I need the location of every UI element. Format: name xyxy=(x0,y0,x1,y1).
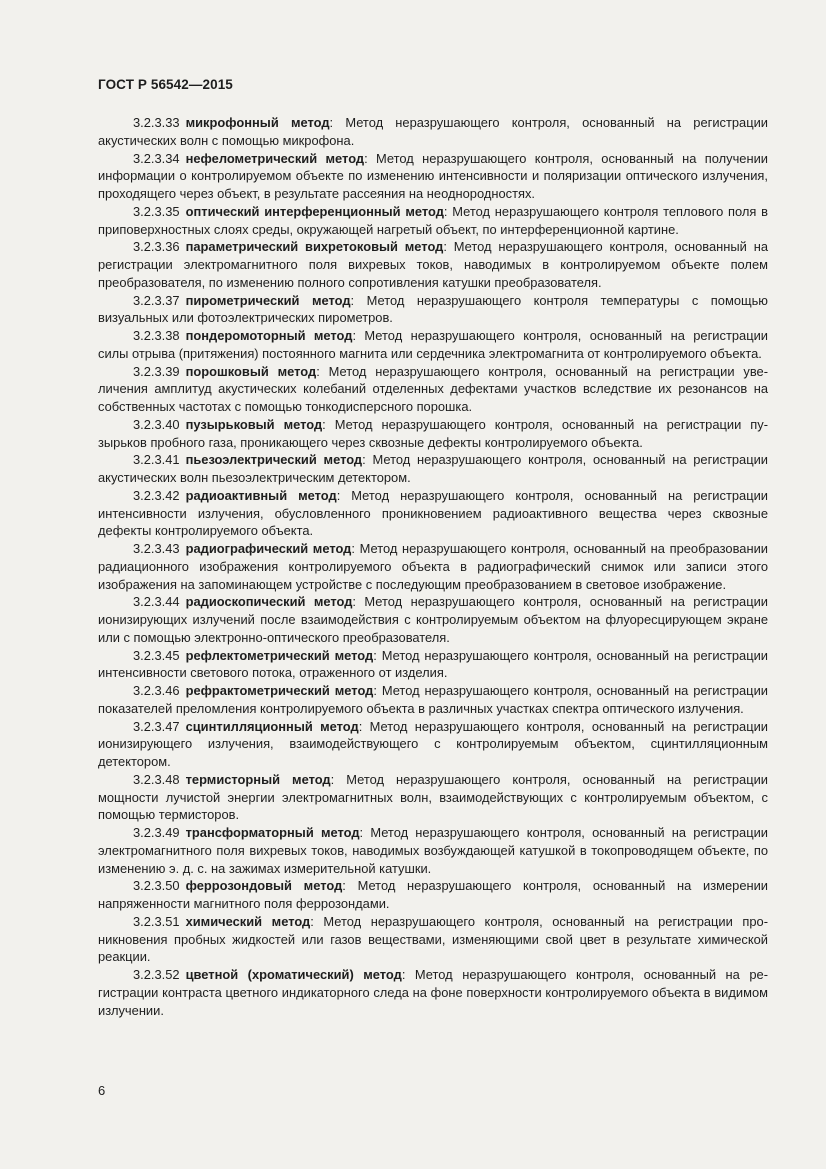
term-definition: Метод неразрушающего контроля, основанный на регистрации интенсивности светового потока, отраженного от изделия. xyxy=(98,647,768,681)
term-entry: 3.2.3.36 параметрический вихретоковый метод: Метод неразрушающего контроля, основанный на регистрации электромагнитного поля вихревых токов, наводимых в контролируемом объекте полем преобразователя, по изменению полного сопротивления катушки преобразователя. xyxy=(98,239,769,290)
term-definition: Метод неразрушающего контроля, основанный на регистрации электромагнитного поля вихревых токов, наводимых возбуждающей катушкой в токопроводящем объекте, по изменению э. д. с. на зажимах измерительной катушки. xyxy=(98,825,768,876)
term-definition: Метод неразрушающего контроля, основанный на регистрации контраста цветного индикаторного следа на фоне поверхности контролируемого объекта в видимом излучении. xyxy=(98,967,768,1018)
term-entry: 3.2.3.50 феррозондовый метод: Метод неразрушающего контроля, основанный на измерении напряженности магнитного поля феррозондами. xyxy=(98,878,769,911)
term-definition: Метод неразрушающего контроля теплового поля в приповерхностных слоях среды, окружающей нагретый объект, по интерференционной картине. xyxy=(98,203,768,237)
term-number: 3.2.3.40 xyxy=(133,416,180,432)
term-entry: 3.2.3.45 рефлектометрический метод: Метод неразрушающего контроля, основанный на регистрации интенсивности светового потока, отраженного от изделия. xyxy=(98,647,768,681)
term-entry: 3.2.3.33 микрофонный метод: Метод неразрушающего контроля, основанный на регистрации акустических волн с помощью микрофона. xyxy=(98,115,768,148)
term-definition: Метод неразрушающего контроля, основанный на регистрации ионизирующего излучения, взаимодействующего с контролируемым объектом, сцинтилляционным детектором. xyxy=(98,718,768,769)
term-entry: 3.2.3.46 рефрактометрический метод: Метод неразрушающего контроля, основанный на регистрации показателей преломления контролируемого объекта в различных участках спектра оптического излучения. xyxy=(98,683,768,716)
term-number: 3.2.3.49 xyxy=(133,825,180,840)
term-number: 3.2.3.46 xyxy=(133,683,180,698)
term-entry: 3.2.3.49 трансформаторный метод: Метод неразрушающего контроля, основанный на регистрации электромагнитного поля вихревых токов, наводимых возбуждающей катушкой в токопроводящем объекте, по изменению э. д. с. на зажимах измерительной катушки. xyxy=(98,825,768,876)
term-number: 3.2.3.47 xyxy=(133,718,180,734)
term-name: пирометрический метод xyxy=(185,292,351,308)
term-name: трансформаторный метод xyxy=(185,825,360,840)
term-name: цветной (хроматический) метод xyxy=(185,967,402,982)
term-definition: Метод неразрушающего контроля, основанный на регистрации проникновения пробных жидкостей или газов веществами, изменяющими свой цвет в результате химической реакции. xyxy=(98,913,769,965)
term-definition: Метод неразрушающего контроля, основанный на регистрации акустических волн с помощью микрофона. xyxy=(98,115,768,148)
term-number: 3.2.3.52 xyxy=(133,967,180,982)
term-name: параметрический вихретоковый метод xyxy=(185,239,444,255)
term-entry: 3.2.3.38 пондеромоторный метод: Метод неразрушающего контроля, основанный на регистрации силы отрыва (притяжения) постоянного магнита или сердечника электромагнита от контролируемого объекта. xyxy=(98,328,768,361)
term-number: 3.2.3.39 xyxy=(133,363,180,379)
term-definition: Метод неразрушающего контроля, основанный на регистрации мощности лучистой энергии электромагнитных волн, взаимодействующих с контролируемым объектом, с помощью термисторов. xyxy=(98,771,768,823)
term-definition: Метод неразрушающего контроля, основанный на измерении напряженности магнитного поля феррозондами. xyxy=(98,878,769,911)
term-name: рефлектометрический метод xyxy=(185,647,374,663)
term-number: 3.2.3.45 xyxy=(133,647,180,663)
term-name: пузырьковый метод xyxy=(185,416,323,432)
term-name: пьезоэлектрический метод xyxy=(185,452,363,468)
term-definition: Метод неразрушающего контроля, основанный на получении информации о контролируемом объекте по изменению интенсивности и поляризации оптического излучения, проходящего через объект, в результате рассеяния на неоднородностях. xyxy=(98,150,769,201)
term-entry: 3.2.3.43 радиографический метод: Метод неразрушающего контроля, основанный на преобразовании радиационного изображения контролируемого объекта в радиографический снимок или записи этого изображения на запоминающем устройстве с последующим преобразованием в световое изображение. xyxy=(98,541,768,592)
term-number: 3.2.3.38 xyxy=(133,328,180,343)
term-name: радиоактивный метод xyxy=(185,487,337,503)
term-name: термисторный метод xyxy=(185,771,331,787)
term-name: радиоскопический метод xyxy=(185,594,353,610)
term-entry: 3.2.3.37 пирометрический метод: Метод неразрушающего контроля температуры с помощью визуальных или фотоэлектрических пирометров. xyxy=(98,292,768,326)
term-name: порошковый метод xyxy=(185,363,317,379)
term-definition: Метод неразрушающего контроля, основанный на регистрации силы отрыва (притяжения) постоянного магнита или сердечника электромагнита от контролируемого объекта. xyxy=(98,328,768,361)
term-name: микрофонный метод xyxy=(185,115,330,130)
terms-list xyxy=(98,114,768,1019)
term-number: 3.2.3.35 xyxy=(133,203,180,219)
term-number: 3.2.3.50 xyxy=(133,878,180,894)
page-number: 6 xyxy=(98,1083,106,1098)
term-entry: 3.2.3.39 порошковый метод: Метод неразрушающего контроля, основанный на регистрации увеличения амплитуд акустических колебаний отделенных дефектами участков вследствие их резонансов на собственных частотах с помощью тонкодисперсного порошка. xyxy=(98,363,768,414)
term-name: пондеромоторный метод xyxy=(185,328,353,343)
term-entry: 3.2.3.42 радиоактивный метод: Метод неразрушающего контроля, основанный на регистрации интенсивности излучения, обусловленного проникновением радиоактивного вещества через сквозные дефекты контролируемого объекта. xyxy=(98,487,768,539)
term-definition: Метод неразрушающего контроля температуры с помощью визуальных или фотоэлектрических пирометров. xyxy=(98,292,768,326)
document-header: ГОСТ Р 56542—2015 xyxy=(98,77,233,92)
term-name: сцинтилляционный метод xyxy=(185,718,359,734)
term-name: химический метод xyxy=(185,913,311,929)
term-name: оптический интерференционный метод xyxy=(185,203,444,219)
term-number: 3.2.3.48 xyxy=(133,771,180,787)
term-definition: Метод неразрушающего контроля, основанный на регистрации показателей преломления контролируемого объекта в различных участках спектра оптического излучения. xyxy=(98,683,768,716)
term-entry: 3.2.3.48 термисторный метод: Метод неразрушающего контроля, основанный на регистрации мощности лучистой энергии электромагнитных волн, взаимодействующих с контролируемым объектом, с помощью термисторов. xyxy=(98,771,768,823)
term-definition: Метод неразрушающего контроля, основанный на регистрации ионизирующих излучений после взаимодействия с контролируемым объектом на флуоресцирующем экране или с помощью электронно-оптического преобразователя. xyxy=(98,594,768,645)
term-definition: Метод неразрушающего контроля, основанный на преобразовании радиационного изображения контролируемого объекта в радиографический снимок или записи этого изображения на запоминающем устройстве с последующим преобразованием в световое изображение. xyxy=(98,541,768,592)
term-number: 3.2.3.33 xyxy=(133,115,180,130)
term-number: 3.2.3.34 xyxy=(133,150,180,166)
term-definition: Метод неразрушающего контроля, основанный на регистрации электромагнитного поля вихревых токов, наводимых в контролируемом объекте полем преобразователя, по изменению полного сопротивления катушки преобразователя. xyxy=(98,239,769,290)
term-entry: 3.2.3.47 сцинтилляционный метод: Метод неразрушающего контроля, основанный на регистрации ионизирующего излучения, взаимодействующего с контролируемым объектом, сцинтилляционным детектором. xyxy=(98,718,768,769)
term-entry: 3.2.3.35 оптический интерференционный метод: Метод неразрушающего контроля теплового поля в приповерхностных слоях среды, окружающей нагретый объект, по интерференционной картине. xyxy=(98,203,768,237)
term-entry: 3.2.3.40 пузырьковый метод: Метод неразрушающего контроля, основанный на регистрации пузырьков пробного газа, проникающего через сквозные дефекты контролируемого объекта. xyxy=(98,416,768,450)
term-definition: Метод неразрушающего контроля, основанный на регистрации пузырьков пробного газа, проникающего через сквозные дефекты контролируемого объекта. xyxy=(98,416,768,450)
term-entry: 3.2.3.44 радиоскопический метод: Метод неразрушающего контроля, основанный на регистрации ионизирующих излучений после взаимодействия с контролируемым объектом на флуоресцирующем экране или с помощью электронно-оптического преобразователя. xyxy=(98,594,768,645)
term-name: феррозондовый метод xyxy=(185,878,343,894)
term-number: 3.2.3.36 xyxy=(133,239,180,255)
term-entry: 3.2.3.52 цветной (хроматический) метод: Метод неразрушающего контроля, основанный на регистрации контраста цветного индикаторного следа на фоне поверхности контролируемого объекта в видимом излучении. xyxy=(98,967,768,1018)
term-definition: Метод неразрушающего контроля, основанный на регистрации интенсивности излучения, обусловленного проникновением радиоактивного вещества через сквозные дефекты контролируемого объекта. xyxy=(98,487,768,539)
term-number: 3.2.3.42 xyxy=(133,487,180,503)
term-definition: Метод неразрушающего контроля, основанный на регистрации акустических волн пьезоэлектрическим детектором. xyxy=(98,452,768,485)
term-number: 3.2.3.51 xyxy=(133,913,180,929)
term-number: 3.2.3.44 xyxy=(133,594,180,610)
term-entry: 3.2.3.34 нефелометрический метод: Метод неразрушающего контроля, основанный на получении информации о контролируемом объекте по изменению интенсивности и поляризации оптического излучения, проходящего через объект, в результате рассеяния на неоднородностях. xyxy=(98,150,769,201)
term-number: 3.2.3.41 xyxy=(133,452,180,468)
term-number: 3.2.3.37 xyxy=(133,292,180,308)
term-entry: 3.2.3.51 химический метод: Метод неразрушающего контроля, основанный на регистрации проникновения пробных жидкостей или газов веществами, изменяющими свой цвет в результате химической реакции. xyxy=(98,913,769,965)
term-name: нефелометрический метод xyxy=(185,150,365,166)
term-number: 3.2.3.43 xyxy=(133,541,180,556)
term-name: радиографический метод xyxy=(185,541,352,556)
term-name: рефрактометрический метод xyxy=(185,683,374,698)
term-definition: Метод неразрушающего контроля, основанный на регистрации увеличения амплитуд акустических колебаний отделенных дефектами участков вследствие их резонансов на собственных частотах с помощью тонкодисперсного порошка. xyxy=(98,363,768,414)
term-entry: 3.2.3.41 пьезоэлектрический метод: Метод неразрушающего контроля, основанный на регистрации акустических волн пьезоэлектрическим детектором. xyxy=(98,452,768,485)
